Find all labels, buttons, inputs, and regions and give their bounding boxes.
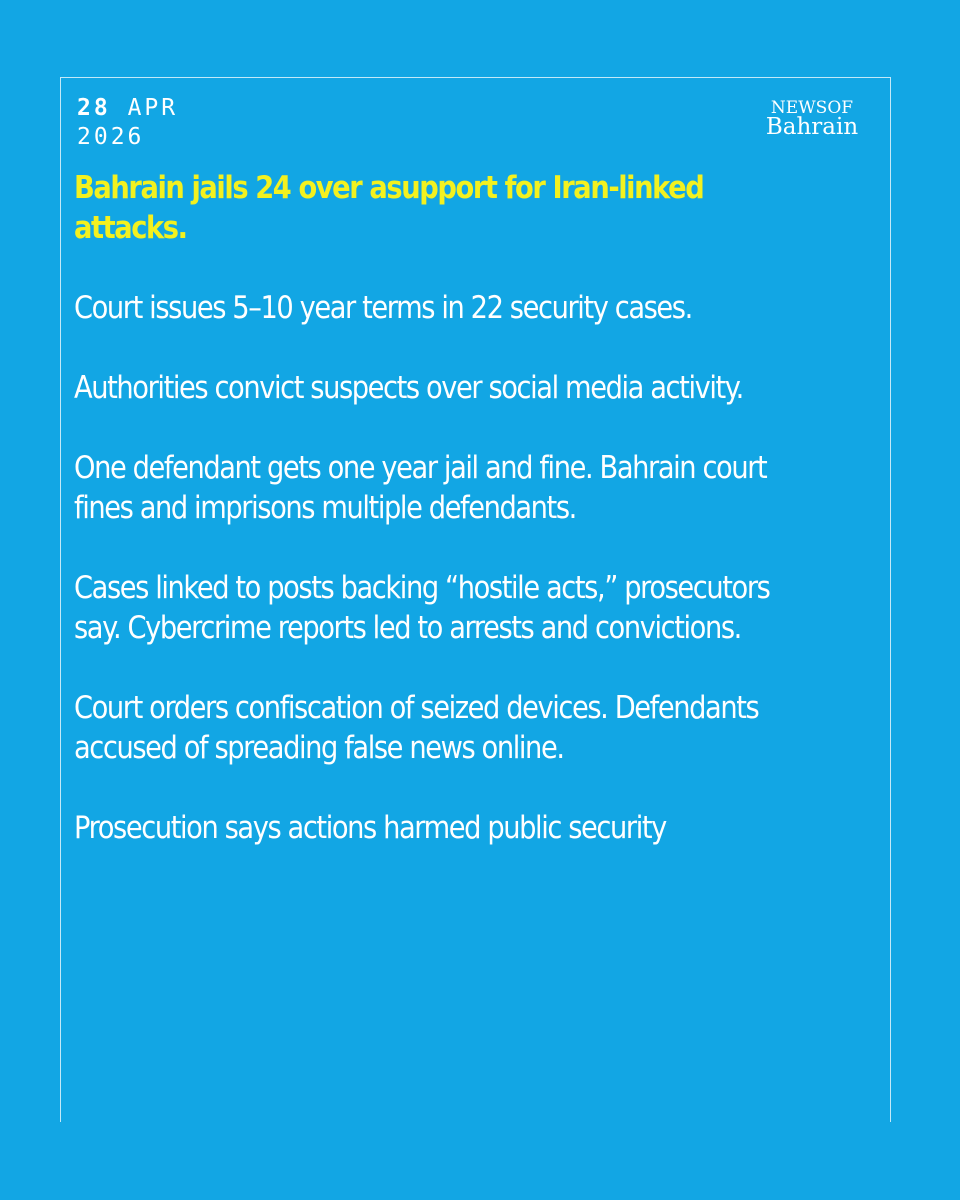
date-month: APR [127,95,179,121]
logo-line-1: NEWSOF [770,98,854,118]
news-of-bahrain-logo [750,100,874,139]
paragraph-4: Cases linked to posts backing “hostile acts,” prosecutors say. Cybercrime reports led to arrests and convictions. [74,570,770,646]
date-day: 28 [77,95,111,121]
date-year: 2026 [77,124,145,150]
post-date [77,94,178,152]
paragraph-2: Authorities convict suspects over social media activity. [74,370,743,406]
logo-line-2: Bahrain [765,114,859,140]
article-body [74,168,778,888]
paragraph-1: Court issues 5–10 year terms in 22 security cases. [74,290,692,326]
headline: Bahrain jails 24 over asupport for Iran-linked attacks. [74,170,704,246]
paragraph-3: One defendant gets one year jail and fine. Bahrain court fines and imprisons multiple defendants. [74,450,767,526]
paragraph-6: Prosecution says actions harmed public security [74,810,666,846]
paragraph-5: Court orders confiscation of seized devices. Defendants accused of spreading false news online. [74,690,759,766]
